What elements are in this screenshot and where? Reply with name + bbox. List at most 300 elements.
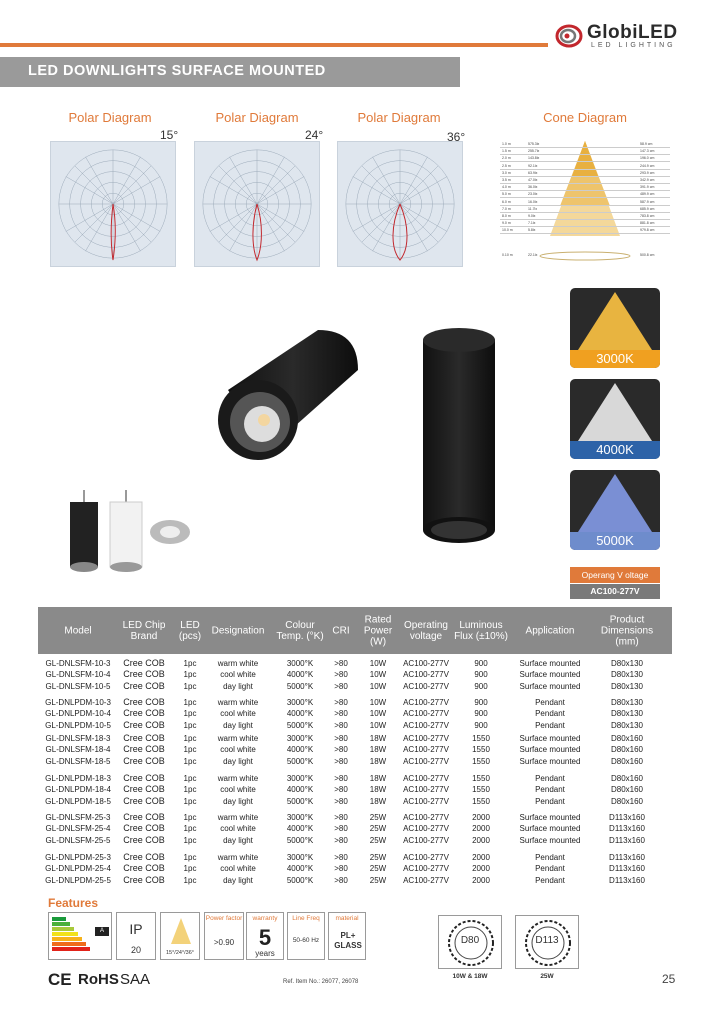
table-cell: day light [223, 875, 253, 885]
cone-left-value: 7.0 m [502, 206, 511, 211]
table-cell: 1pc [183, 796, 197, 806]
beam-3000k-shape [578, 292, 652, 350]
table-cell: 25W [369, 875, 387, 885]
table-cell: GL-DNLSFM-18-3 [45, 734, 111, 743]
cone-row-divider [500, 161, 670, 162]
table-cell: GL-DNLSFM-25-5 [45, 835, 111, 845]
table-cell: 5000°K [286, 835, 314, 845]
table-row [38, 875, 672, 886]
cone-right-value: 147.3 cm [640, 149, 655, 154]
table-cell: warm white [217, 774, 259, 783]
table-cell: 900 [474, 720, 488, 730]
table-cell: 10W [369, 659, 387, 668]
table-cell: 1pc [183, 835, 197, 845]
table-cell: GL-DNLSFM-10-5 [45, 681, 111, 691]
table-cell: 10W [369, 670, 387, 680]
table-cell: 18W [369, 785, 387, 795]
table-cell: 4000°K [286, 864, 314, 874]
colortemp-5000k-label: 5000K [570, 532, 660, 550]
table-cell: Surface mounted [519, 824, 581, 834]
cone-right-value: 391.9 cm [640, 185, 655, 190]
cone-left-value: 3.0 m [502, 170, 511, 175]
table-cell: GL-DNLPDM-18-3 [45, 774, 111, 783]
table-row [38, 697, 672, 708]
table-cell: 4000°K [286, 745, 314, 755]
th-power: Rated Power (W) [363, 614, 393, 647]
cone-row-divider [500, 147, 670, 148]
table-cell: day light [223, 835, 253, 845]
warranty-label: warranty [252, 915, 278, 922]
table-cell: 1pc [183, 853, 197, 862]
cone-left-value: 2.5 m [502, 163, 511, 168]
th-model: Model [64, 625, 92, 636]
table-cell: >80 [334, 835, 348, 845]
cone-diagram [500, 136, 670, 266]
table-cell: AC100-277V [403, 756, 449, 766]
cone-right-value: 783.8 cm [640, 214, 655, 218]
table-cell: 2000 [472, 835, 490, 845]
table-cell: D80x160 [610, 756, 644, 766]
cone-row-divider [500, 190, 670, 191]
th-designation: Designation [211, 625, 265, 636]
features-title: Features [48, 896, 99, 910]
cone-left-value: 6.0 m [502, 199, 511, 204]
table-cell: 5000°K [286, 756, 314, 766]
table-cell: 3000°K [286, 659, 314, 668]
cone-lux-value: 5.8lx [528, 228, 536, 233]
table-cell: Pendant [535, 875, 565, 885]
operating-voltage-value: AC100-277V [570, 584, 660, 599]
table-cell: 10W [369, 698, 387, 707]
polar-diagram-24 [194, 141, 320, 267]
table-cell: 1pc [183, 681, 197, 691]
table-cell: cool white [220, 785, 256, 795]
material-box [328, 912, 366, 960]
table-cell: 1550 [472, 774, 490, 783]
table-cell: >80 [334, 670, 348, 680]
cone-left-value: 2.0 m [502, 156, 511, 161]
table-cell: 4000°K [286, 670, 314, 680]
table-cell: 1pc [183, 756, 197, 766]
table-cell: Cree COB [123, 852, 165, 862]
spec-table-header [38, 607, 672, 654]
ip-value: 20 [130, 945, 141, 955]
material-value: PL+ GLASS [334, 931, 362, 950]
cone-row-divider [500, 183, 670, 184]
table-cell: 1550 [472, 745, 490, 755]
table-cell: warm white [217, 853, 259, 862]
cone-row-divider [500, 226, 670, 227]
cone-right-value: 685.9 cm [640, 206, 655, 211]
table-cell: Cree COB [123, 823, 165, 834]
beam-4000k-shape [578, 383, 652, 441]
table-cell: AC100-277V [403, 796, 449, 806]
table-cell: GL-DNLPDM-18-4 [45, 785, 111, 795]
table-cell: 4000°K [286, 824, 314, 834]
table-cell: Cree COB [123, 773, 165, 783]
cone-left-value: 1.5 m [502, 149, 511, 154]
table-cell: D113x160 [609, 824, 645, 834]
polar-diagram-36 [337, 141, 463, 267]
cone-left-value: 1.0 m [502, 142, 511, 146]
beam-angle-box [160, 912, 200, 960]
table-cell: AC100-277V [403, 670, 449, 680]
colortemp-5000k [570, 470, 660, 550]
table-cell: Pendant [535, 796, 565, 806]
table-cell: 1pc [183, 864, 197, 874]
table-cell: Cree COB [123, 863, 165, 874]
table-cell: D113x160 [609, 875, 645, 885]
table-cell: GL-DNLPDM-25-5 [45, 875, 111, 885]
table-cell: 25W [369, 853, 387, 862]
table-cell: Pendant [535, 720, 565, 730]
table-cell: 5000°K [286, 681, 314, 691]
cone-lux-value: 16.0lx [528, 199, 538, 204]
table-cell: warm white [217, 698, 259, 707]
cone-lux-value: 7.1lx [528, 221, 536, 226]
table-cell: cool white [220, 824, 256, 834]
cone-lux-value: 63.9lx [528, 170, 538, 175]
table-cell: 25W [369, 824, 387, 834]
table-row [38, 669, 672, 680]
table-cell: GL-DNLPDM-25-4 [45, 864, 111, 874]
downlight-angled-image [208, 320, 368, 480]
beam-5000k-shape [578, 474, 652, 532]
energy-class: A [95, 927, 109, 936]
table-cell: D80x160 [610, 734, 644, 743]
table-cell: 1pc [183, 824, 197, 834]
table-cell: GL-DNLPDM-10-4 [45, 709, 111, 719]
cone-lux-value: 36.0lx [528, 185, 538, 190]
cone-bottom-lux: 22.1lx [528, 253, 538, 257]
header-accent-line [0, 43, 548, 47]
table-cell: warm white [217, 813, 259, 822]
table-cell: Surface mounted [519, 745, 581, 755]
cone-row-divider [500, 205, 670, 206]
table-cell: day light [223, 796, 253, 806]
table-cell: 2000 [472, 853, 490, 862]
cone-right-value: 58.9 cm [640, 142, 653, 146]
table-row [38, 784, 672, 795]
table-cell: Cree COB [123, 812, 165, 822]
table-cell: day light [223, 756, 253, 766]
table-row [38, 812, 672, 823]
warranty-unit: years [255, 949, 275, 958]
table-cell: GL-DNLSFM-18-4 [45, 745, 111, 755]
cone-left-value: 4.0 m [502, 185, 511, 190]
cone-row-divider [500, 154, 670, 155]
table-cell: Pendant [535, 864, 565, 874]
brand-logo [555, 22, 715, 50]
beam-3000k-icon [570, 288, 660, 350]
colortemp-4000k [570, 379, 660, 459]
table-cell: 3000°K [286, 813, 314, 822]
cone-left-value: 8.0 m [502, 214, 511, 218]
table-cell: cool white [220, 670, 256, 680]
table-cell: Pendant [535, 709, 565, 719]
table-cell: 1pc [183, 670, 197, 680]
table-cell: 3000°K [286, 698, 314, 707]
warranty-value: 5 [258, 925, 272, 950]
cone-bottom-left: 0.10 m [502, 253, 513, 257]
table-cell: GL-DNLSFM-10-4 [45, 670, 111, 680]
table-cell: GL-DNLPDM-10-3 [45, 698, 111, 707]
table-cell: 1pc [183, 709, 197, 719]
power-factor-box [204, 912, 244, 960]
table-cell: AC100-277V [403, 864, 449, 874]
table-cell: cool white [220, 864, 256, 874]
table-cell: >80 [334, 756, 348, 766]
table-cell: D80x130 [610, 681, 644, 691]
table-cell: D113x160 [609, 864, 645, 874]
table-cell: 1pc [183, 875, 197, 885]
table-cell: Cree COB [123, 834, 165, 845]
colortemp-3000k [570, 288, 660, 368]
table-cell: Surface mounted [519, 756, 581, 766]
cone-left-value: 5.0 m [502, 192, 511, 197]
table-cell: 900 [474, 659, 488, 668]
table-cell: 2000 [472, 813, 490, 822]
table-cell: 1pc [183, 774, 197, 783]
table-cell: >80 [334, 774, 348, 783]
table-cell: D113x160 [609, 813, 645, 822]
diagram-title-2: Polar Diagram [215, 110, 299, 125]
table-row [38, 773, 672, 784]
beam-angle-24: 24° [305, 128, 324, 142]
energy-scale-icon [52, 917, 94, 957]
table-cell: 25W [369, 835, 387, 845]
cutout-d113-caption: 25W [540, 973, 554, 980]
table-row [38, 708, 672, 719]
cone-right-value: 196.0 cm [640, 156, 655, 161]
table-cell: GL-DNLPDM-10-5 [45, 720, 111, 730]
cone-left-value: 3.5 m [502, 178, 511, 182]
table-cell: D80x160 [610, 774, 644, 783]
table-cell: 25W [369, 813, 387, 822]
table-cell: GL-DNLPDM-18-5 [45, 796, 111, 806]
table-cell: D80x130 [610, 720, 644, 730]
table-cell: 3000°K [286, 774, 314, 783]
table-cell: Cree COB [123, 874, 165, 885]
cone-lux-value: 47.0lx [528, 178, 538, 182]
cone-lux-value: 575.3lx [528, 142, 540, 146]
table-cell: Cree COB [123, 755, 165, 766]
saa-mark: SAA [120, 971, 151, 988]
table-cell: 900 [474, 670, 488, 680]
cone-bottom-right: 500.8 cm [640, 253, 655, 257]
cone-right-value: 342.9 cm [640, 178, 655, 182]
page-title-bar [0, 57, 460, 87]
table-cell: Cree COB [123, 744, 165, 755]
cone-lux-value: 92.1lx [528, 163, 538, 168]
table-cell: AC100-277V [403, 698, 449, 707]
th-colour-temp: Colour Temp. (°K) [276, 619, 324, 642]
table-row [38, 733, 672, 744]
brand-name: GlobiLED [587, 22, 678, 43]
cone-row-divider [500, 176, 670, 177]
table-cell: cool white [220, 709, 256, 719]
cone-right-value: 979.8 cm [640, 228, 655, 233]
cone-row-divider [500, 233, 670, 234]
beam-4000k-icon [570, 379, 660, 441]
cone-lux-value: 9.0lx [528, 214, 536, 218]
table-cell: 1550 [472, 734, 490, 743]
table-cell: AC100-277V [403, 853, 449, 862]
table-cell: 5000°K [286, 796, 314, 806]
table-cell: Pendant [535, 853, 565, 862]
table-cell: 1550 [472, 756, 490, 766]
table-cell: Cree COB [123, 708, 165, 719]
cone-left-value: 9.0 m [502, 221, 511, 226]
table-cell: 5000°K [286, 875, 314, 885]
table-cell: 18W [369, 756, 387, 766]
table-cell: AC100-277V [403, 875, 449, 885]
table-cell: 2000 [472, 824, 490, 834]
table-cell: Surface mounted [519, 681, 581, 691]
diagram-title-cone: Cone Diagram [543, 110, 627, 125]
table-cell: 1pc [183, 659, 197, 668]
material-label: material [335, 915, 359, 922]
polar-diagram-15 [50, 141, 176, 267]
cutout-d113-box [515, 915, 579, 969]
table-row [38, 835, 672, 846]
table-cell: >80 [334, 796, 348, 806]
table-cell: >80 [334, 720, 348, 730]
table-cell: >80 [334, 824, 348, 834]
table-cell: D80x160 [610, 745, 644, 755]
table-cell: 10W [369, 709, 387, 719]
beam-5000k-icon [570, 470, 660, 532]
th-chip: LED Chip Brand [122, 619, 166, 642]
table-cell: 18W [369, 774, 387, 783]
table-cell: Pendant [535, 698, 565, 707]
table-cell: D80x130 [610, 659, 644, 668]
table-cell: 1pc [183, 698, 197, 707]
th-dimensions: Product Dimensions (mm) [600, 614, 654, 647]
table-cell: 1pc [183, 745, 197, 755]
table-cell: Cree COB [123, 680, 165, 691]
table-cell: D113x160 [609, 853, 645, 862]
cone-row-divider [500, 169, 670, 170]
ip-rating-box [116, 912, 156, 960]
table-cell: Pendant [535, 785, 565, 795]
table-cell: D80x160 [610, 796, 644, 806]
table-cell: GL-DNLSFM-25-4 [45, 824, 111, 834]
cone-lux-value: 143.8lx [528, 156, 540, 161]
table-cell: 18W [369, 734, 387, 743]
table-cell: 25W [369, 864, 387, 874]
table-cell: 3000°K [286, 734, 314, 743]
table-cell: Surface mounted [519, 813, 581, 822]
table-cell: 10W [369, 720, 387, 730]
table-cell: GL-DNLSFM-25-3 [45, 813, 111, 822]
table-row [38, 720, 672, 731]
table-cell: Cree COB [123, 784, 165, 795]
power-factor-label: Power factor [205, 915, 243, 922]
table-cell: >80 [334, 785, 348, 795]
th-voltage: Operating voltage [404, 619, 448, 642]
line-freq-box [287, 912, 325, 960]
table-cell: >80 [334, 853, 348, 862]
table-cell: 1pc [183, 720, 197, 730]
table-cell: 5000°K [286, 720, 314, 730]
colortemp-3000k-label: 3000K [570, 350, 660, 368]
table-cell: AC100-277V [403, 720, 449, 730]
table-cell: 18W [369, 796, 387, 806]
table-cell: Surface mounted [519, 659, 581, 668]
ref-item-number: Ref. Item No.: 26077, 26078 [283, 979, 359, 985]
th-flux: Luminous Flux (±10%) [454, 619, 508, 642]
table-cell: 18W [369, 745, 387, 755]
line-freq-value: 50-60 Hz [292, 937, 320, 944]
cone-right-value: 881.8 cm [640, 221, 655, 226]
th-cri: CRI [332, 625, 350, 636]
table-cell: cool white [220, 745, 256, 755]
page-number: 25 [662, 972, 676, 986]
table-cell: AC100-277V [403, 785, 449, 795]
table-cell: >80 [334, 681, 348, 691]
table-cell: Cree COB [123, 733, 165, 743]
table-cell: AC100-277V [403, 659, 449, 668]
table-cell: D113x160 [609, 835, 645, 845]
table-cell: AC100-277V [403, 835, 449, 845]
table-cell: AC100-277V [403, 734, 449, 743]
table-cell: Cree COB [123, 697, 165, 707]
cone-lux-value: 11.7lx [528, 206, 538, 211]
ip-label: IP [129, 921, 143, 937]
table-cell: day light [223, 720, 253, 730]
table-cell: AC100-277V [403, 745, 449, 755]
cone-right-value: 244.9 cm [640, 163, 655, 168]
table-cell: warm white [217, 734, 259, 743]
table-cell: 3000°K [286, 853, 314, 862]
table-cell: 900 [474, 698, 488, 707]
table-cell: Cree COB [123, 658, 165, 668]
table-cell: day light [223, 681, 253, 691]
table-cell: >80 [334, 659, 348, 668]
table-cell: 4000°K [286, 709, 314, 719]
table-cell: AC100-277V [403, 813, 449, 822]
table-cell: GL-DNLPDM-25-3 [45, 853, 111, 862]
table-row [38, 852, 672, 863]
downlight-variants-image [62, 490, 192, 575]
table-cell: >80 [334, 734, 348, 743]
table-cell: 2000 [472, 875, 490, 885]
table-cell: Cree COB [123, 795, 165, 806]
table-cell: D80x130 [610, 709, 644, 719]
table-cell: >80 [334, 698, 348, 707]
brand-tagline: LED LIGHTING [591, 42, 676, 49]
table-row [38, 823, 672, 834]
cutout-d80-caption: 10W & 18W [452, 973, 488, 980]
table-cell: 900 [474, 681, 488, 691]
table-row [38, 744, 672, 755]
table-cell: AC100-277V [403, 824, 449, 834]
table-cell: 1550 [472, 785, 490, 795]
cutout-d113-label: D113 [535, 935, 559, 946]
cone-row-divider [500, 197, 670, 198]
table-row [38, 681, 672, 692]
colortemp-4000k-label: 4000K [570, 441, 660, 459]
table-row [38, 756, 672, 767]
table-row [38, 863, 672, 874]
table-cell: 2000 [472, 864, 490, 874]
table-cell: D80x130 [610, 670, 644, 680]
cutout-d80-label: D80 [460, 935, 480, 946]
table-cell: >80 [334, 813, 348, 822]
line-freq-label: Line Freq [292, 915, 320, 922]
cone-right-value: 293.9 cm [640, 170, 655, 175]
